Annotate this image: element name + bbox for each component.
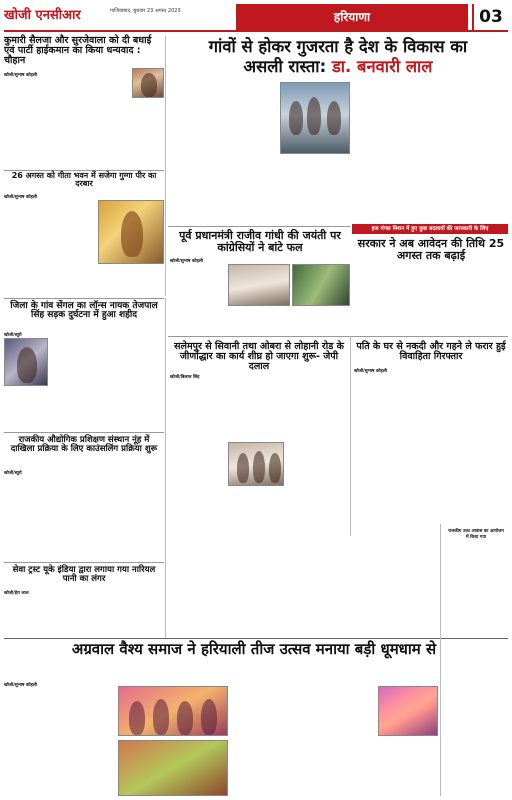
- lead-headline-line2: [168, 58, 508, 75]
- body-lead-col3: [280, 156, 350, 222]
- person-figure: [129, 701, 145, 735]
- headline-seva-trust: सेवा ट्रस्ट यूके इंडिया द्वारा लगाया गया नारियल पानी का लंगर: [12, 565, 156, 584]
- body-lead-col1: [168, 82, 222, 222]
- headline-teej: अग्रवाल वैश्य समाज ने हरियाली तीज उत्सव मनाया बड़ी धूमधाम से: [71, 640, 437, 658]
- body-iti: [4, 476, 164, 560]
- body-lead-col4: [352, 82, 404, 222]
- lead-headline-subject: असली रास्ता:: [243, 57, 327, 76]
- body-rajiv-col2: [228, 308, 350, 332]
- body-sarkar-col3: [458, 266, 508, 332]
- person-figure: [327, 101, 341, 135]
- section-banner: हरियाणा: [236, 4, 468, 30]
- body-teej-col3: [304, 688, 374, 796]
- photo-salempur: [228, 442, 284, 486]
- masthead: [4, 2, 508, 32]
- dateline: गाजियाबाद, बुधवार 23 अगस्त 2023: [110, 8, 181, 14]
- byline-reserve: राजकीय उच्च आवास का आयोजन: [448, 529, 504, 534]
- person-figure: [237, 453, 249, 483]
- column-rule: [165, 298, 166, 638]
- byline-reserve-2: में किया गया: [465, 535, 487, 540]
- byline-district: खोजी/ब्यूरो: [4, 333, 22, 338]
- byline-teej: खोजी/सुभाष कोहली: [4, 683, 37, 688]
- body-guga-pir: [4, 200, 96, 262]
- person-figure: [17, 347, 37, 383]
- body-salempur-col2: [228, 380, 284, 440]
- headline-rajiv-gandhi: पूर्व प्रधानमंत्री राजीव गांधी की जयंती पर कांग्रेसियों ने बांटे फल: [179, 229, 341, 254]
- photo-tejpal-singh: [4, 338, 48, 386]
- person-figure: [141, 73, 157, 97]
- body-sarkar-col2: [406, 266, 456, 332]
- headline-sarkar: सरकार ने अब आवेदन की तिथि 25 अगस्त तक बढ़ाई: [357, 237, 505, 262]
- photo-teej-1: [118, 686, 228, 736]
- photo-lead: [280, 82, 350, 154]
- byline-rajiv-gandhi: खोजी/सुभाष कोहली: [170, 259, 203, 264]
- body-right-lower: [354, 522, 438, 636]
- divider: [4, 298, 164, 299]
- body-district: [50, 338, 164, 428]
- body-sarkar-col1: [354, 266, 404, 332]
- byline-seva-trust: खोजी/हेरा लाल: [4, 591, 29, 596]
- body-middle-lower: [170, 522, 348, 636]
- newspaper-page: [4, 2, 508, 798]
- person-figure: [177, 701, 193, 735]
- body-teej-col1: [4, 688, 114, 796]
- headline-guga-pir: 26 अगस्त को गीता भवन में सजेगा गुग्गा पीर का दरबार: [11, 171, 157, 189]
- byline-guga-pir: खोजी/सुभाष कोहली: [4, 195, 37, 200]
- deity-figure: [121, 211, 143, 257]
- person-figure: [307, 97, 321, 135]
- brand-logo: खोजी एनसीआर: [4, 8, 81, 23]
- photo-guga-pir: [98, 200, 164, 264]
- lead-headline-name: डा. बनवारी लाल: [331, 57, 433, 76]
- byline-salempur: खोजी/बिलाल सिंह: [170, 375, 200, 380]
- divider: [4, 432, 164, 433]
- headline-dowry: पति के घर से नकदी और गहने ले फरार हुई विवाहिता गिरफ्तार: [356, 341, 506, 362]
- page-number: 03: [472, 4, 508, 30]
- headline-salempur: सलेमपुर से सिवानी तथा ओबरा से लोहानी रोड के जीर्णोद्धार का कार्य शीघ्र हो जाएगा शुरू- जेपी दलाल: [174, 341, 344, 372]
- body-reserve: [444, 542, 508, 796]
- body-salempur-col3: [286, 380, 348, 520]
- body-teej-col2: [232, 688, 302, 796]
- divider: [168, 226, 350, 227]
- person-figure: [253, 451, 265, 483]
- column-rule: [350, 336, 351, 536]
- photo-rajiv-2: [292, 264, 350, 306]
- body-dowry-col2: [432, 374, 508, 520]
- body-rajiv-col1: [170, 264, 226, 332]
- photo-rajiv-1: [228, 264, 290, 306]
- body-selja-2: [4, 102, 164, 168]
- headline-iti: राजकीय औद्योगिक प्रशिक्षण संस्थान नूंह में दाखिला प्रक्रिया के लिए काउंसलिंग प्रक्रिया शुरू: [10, 435, 158, 454]
- body-lead-col6: [458, 82, 508, 222]
- body-salempur-col1: [170, 380, 226, 520]
- divider: [168, 336, 508, 337]
- person-figure: [289, 101, 303, 135]
- lead-headline-line1: गांवों से होकर गुजरता है देश के विकास का: [208, 37, 468, 56]
- headline-district: जिला के गांव सेंगल का लॉन्स नायक तेजपाल सिंह सड़क दुर्घटना में हुआ शहीद: [10, 301, 158, 321]
- byline-iti: खोजी/ब्यूरो: [4, 471, 22, 476]
- divider: [4, 562, 164, 563]
- divider: [4, 638, 508, 639]
- headline-selja: कुमारी सैलजा और सुरजेवाला को दी बधाई एवं पार्टी हाईकमान का किया धन्यवाद : चौहान: [4, 35, 152, 66]
- body-lead-col5: [406, 82, 456, 222]
- photo-teej-3: [378, 686, 438, 736]
- column-rule: [440, 524, 441, 796]
- body-dowry-col1: [354, 374, 430, 520]
- photo-teej-2: [118, 740, 228, 796]
- person-figure: [153, 699, 169, 735]
- column-rule: [165, 36, 166, 296]
- body-lead-col2: [224, 82, 278, 222]
- body-seva-trust: [4, 596, 164, 636]
- notice-banner: हज मंगल मिशन में हुए कुछ बदलावों की जानकारी के लिए: [352, 224, 508, 234]
- person-figure: [269, 453, 281, 483]
- body-selja: [4, 79, 128, 101]
- body-guga-pir-2: [4, 264, 164, 296]
- body-district-2: [4, 388, 48, 428]
- byline-selja: खोजी/सुभाष कोहली: [4, 73, 37, 78]
- person-figure: [201, 699, 217, 735]
- body-salempur-col2b: [228, 488, 284, 520]
- byline-dowry: खोजी/सुभाष कोहली: [354, 369, 387, 374]
- photo-chauhan: [132, 68, 164, 98]
